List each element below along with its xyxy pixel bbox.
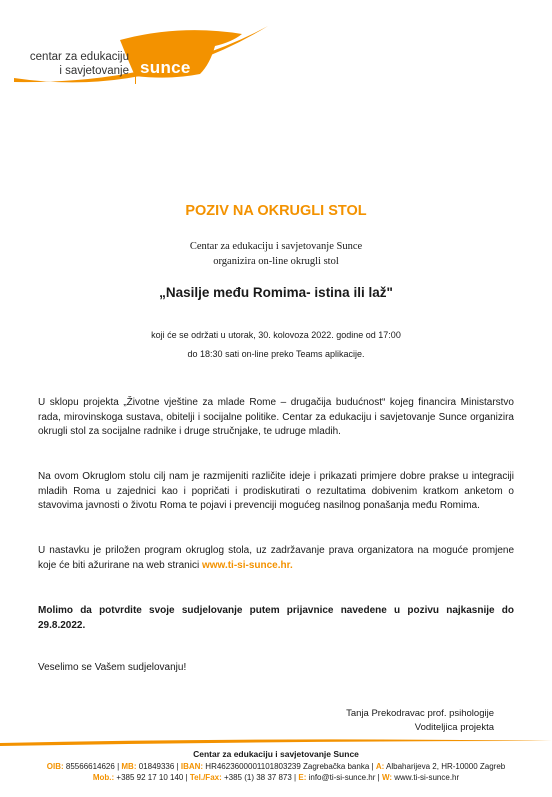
- mb-label: MB:: [121, 761, 137, 771]
- paragraph-program-text: U nastavku je priložen program okruglog stola, uz zadržavanje prava organizatora na moguće promjene koje će biti ažurirane na web stranici: [38, 545, 514, 571]
- logo-line2: i savjetovanje: [59, 65, 129, 77]
- tel-value: +385 (1) 38 37 873: [223, 773, 292, 782]
- paragraph-project: U sklopu projekta „Životne vještine za mlade Rome – drugačija budućnost“ kojeg financira Ministarstvo rada, mirovinskoga sustava, obitelji i socijalne politike. Centar za edukaciju i savjetovanje Sunce organizira okrugli stol za socijalne radnike i druge stručnjake, te udruge mladih.: [38, 397, 514, 437]
- email-value[interactable]: info@ti-si-sunce.hr: [308, 773, 376, 782]
- logo-brand: sunce: [140, 58, 191, 77]
- signature-name: Tanja Prekodravac prof. psihologije: [346, 708, 494, 719]
- oib-value: 85566614626: [65, 761, 115, 771]
- iban-label: IBAN:: [180, 761, 204, 771]
- mob-label: Mob.:: [92, 773, 115, 782]
- organizer-line: Centar za edukaciju i savjetovanje Sunce: [189, 241, 363, 252]
- tel-label: Tel./Fax:: [189, 773, 222, 782]
- website-link[interactable]: www.ti-si-sunce.hr.: [201, 559, 293, 571]
- footer-swoosh: [0, 735, 552, 749]
- event-time-line1: koji će se održati u utorak, 30. kolovoza 2022. godine od 17:00: [151, 330, 401, 340]
- paragraph-program: [38, 544, 514, 573]
- logo: [10, 20, 270, 90]
- address-value: Albaharijeva 2, HR-10000 Zagreb: [386, 761, 506, 771]
- event-headline: „Nasilje među Romima- istina ili laž": [159, 285, 393, 300]
- logo-divider: [135, 48, 136, 84]
- footer-line1: OIB: 85566614626 | MB: 01849336 | IBAN: HR4623600001101803239 Zagrebačka banka | A: Albaharijeva 2, HR-10000 Zagreb: [46, 761, 506, 771]
- address-label: A:: [375, 761, 385, 771]
- logo-text: [26, 50, 129, 78]
- email-label: E:: [298, 773, 307, 782]
- paragraph-goal: Na ovom Okruglom stolu cilj nam je razmijeniti različite ideje i prikazati primjere dobre prakse u integraciji mladih Roma u zajednici kao i popričati i prodiskutirati o rezultatima dobivenim kratkom anketom o stavovima javnosti o životu Roma te pojavi i prevenciji mogućeg nasilnog ponašanja među Romima.: [38, 471, 514, 511]
- footer-org: Centar za edukaciju i savjetovanje Sunce: [193, 749, 359, 759]
- event-time-line2: do 18:30 sati on-line preko Teams aplikacije.: [187, 349, 365, 359]
- mob-value: +385 92 17 10 140: [116, 773, 184, 782]
- signature-role: Voditeljica projekta: [414, 722, 494, 733]
- footer: [0, 749, 552, 784]
- oib-label: OIB:: [46, 761, 64, 771]
- footer-line2: Mob.: +385 92 17 10 140 | Tel./Fax: +385 (1) 38 37 873 | E: info@ti-si-sunce.hr | W: www.ti-si-sunce.hr: [92, 773, 460, 782]
- paragraph-closing: Veselimo se Vašem sudjelovanju!: [38, 662, 187, 673]
- signature-block: [346, 707, 494, 735]
- paragraph-rsvp: Molimo da potvrdite svoje sudjelovanje putem prijavnice navedene u pozivu najkasnije do 29.8.2022.: [38, 605, 514, 631]
- mb-value: 01849336: [138, 761, 175, 771]
- web-value[interactable]: www.ti-si-sunce.hr: [394, 773, 460, 782]
- document-title: POZIV NA OKRUGLI STOL: [185, 203, 367, 219]
- iban-value: HR4623600001101803239 Zagrebačka banka: [205, 761, 370, 771]
- organizer-subline: organizira on-line okrugli stol: [213, 256, 339, 267]
- web-label: W:: [381, 773, 393, 782]
- logo-line1: centar za edukaciju: [29, 51, 129, 63]
